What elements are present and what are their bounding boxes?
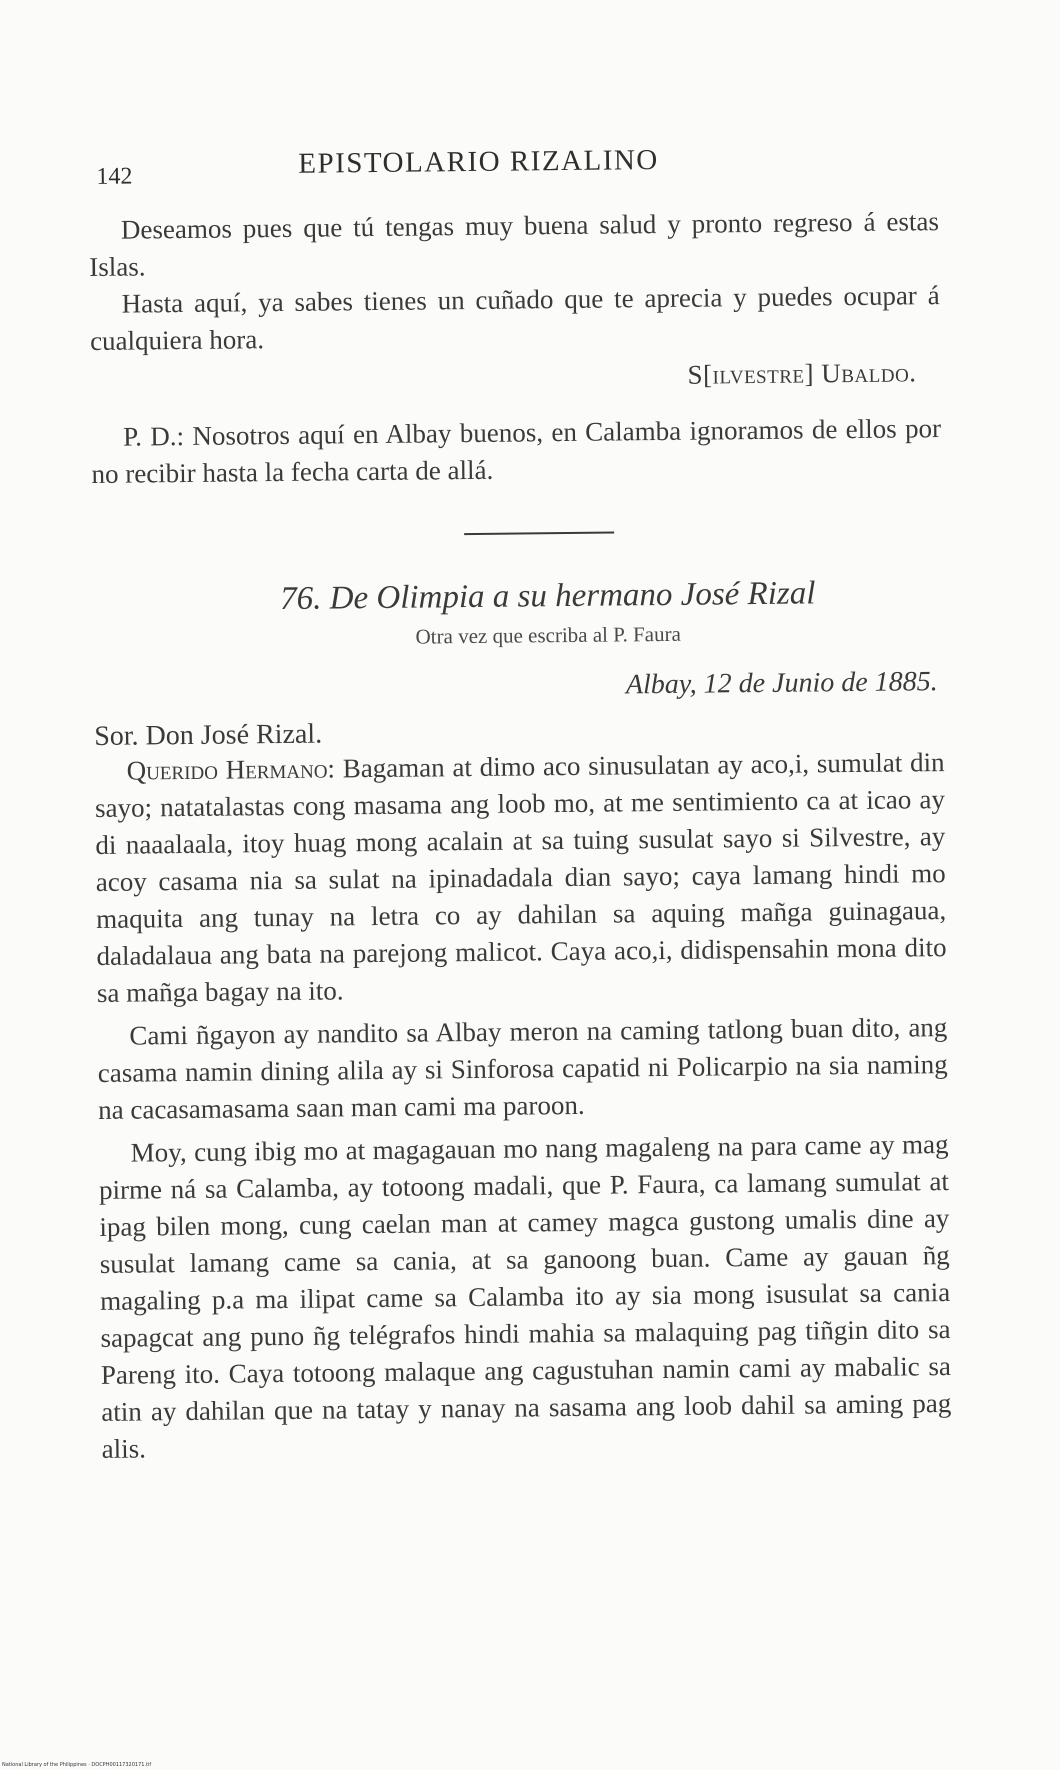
letter-paragraph-3: Moy, cung ibig mo at magagauan mo nang magaleng na para came ay mag pirme ná sa Calamba, ay totoong madali, que P. Faura, ca lamang sumulat at ipag bilen mong, cung caelan man at camey magca gustong umalis dine ay susulat lamang came sa cania, at sa ganoong buan. Came ay gauan ñg magaling p.a ma ilipat came sa Calamba ito ay sia mong isusulat sa cania sapagcat ang puno ñg telégrafos hindi mahia sa malaquing pag tiñgin dito sa Pareng ito. Caya totoong malaque ang cagustuhan namin cami ay mabalic sa atin ay dahilan que na tatay y nanay na sasama ang loob dahil sa aming pag alis. [98, 1129, 952, 1464]
prev-letter-paragraph-1: Deseamos pues que tú tengas muy buena salud y pronto regreso á estas Islas. [89, 206, 940, 282]
letter-salutation: Sor. Don José Rizal. [94, 718, 323, 752]
letter-paragraph-1 [94, 744, 947, 1012]
letter-dateline: Albay, 12 de Junio de 1885. [625, 666, 938, 701]
letter-paragraph-2: Cami ñgayon ay nandito sa Albay meron na caming tatlong buan dito, ang casama namin dining alila ay si Sinforosa capatid ni Policarpio na sia naming na cacasamasama saan man cami ma paroon. [97, 1012, 948, 1125]
letter-paragraph-1-text: Bagaman at dimo aco sinusulatan ay aco,i, sumulat din sayo; natatalastas cong masama ang loob mo, at me sentimiento ca at icao ay di naaalaala, itoy huag mong acalain at sa tuing susulat sayo si Silvestre, ay acoy casama nia sa sulat na ipinadadala dian sayo; caya lamang hindi mo maquita ang tunay na letra co ay dahilan sa aquing mañga guinagaua, daladalaua ang bata na parejong malicot. Caya aco,i, didispensahin mona dito sa mañga bagay na ito. [94, 747, 947, 1008]
letter-subtitle: Otra vez que escriba al P. Faura [415, 621, 681, 649]
section-divider [464, 532, 614, 536]
book-page [88, 131, 952, 1468]
letter-title: 76. De Olimpia a su hermano José Rizal [279, 575, 816, 618]
running-title: EPISTOLARIO RIZALINO [298, 144, 659, 180]
prev-letter-paragraph-2: Hasta aquí, ya sabes tienes un cuñado que te aprecia y puedes ocupar á cualquiera hora. [89, 280, 940, 356]
prev-letter-signature: S[ilvestre] Ubaldo. [687, 357, 917, 390]
page-header [88, 131, 939, 200]
scan-footer: National Library of the Philippines · DOCPH00117320171.tif [2, 1762, 152, 1768]
prev-letter-postscript: P. D.: Nosotros aquí en Albay buenos, en Calamba ignoramos de ellos por no recibir hasta la fecha carta de allá. [91, 413, 942, 489]
letter-opening: Querido Hermano: [126, 753, 336, 786]
page-number: 142 [96, 163, 133, 190]
